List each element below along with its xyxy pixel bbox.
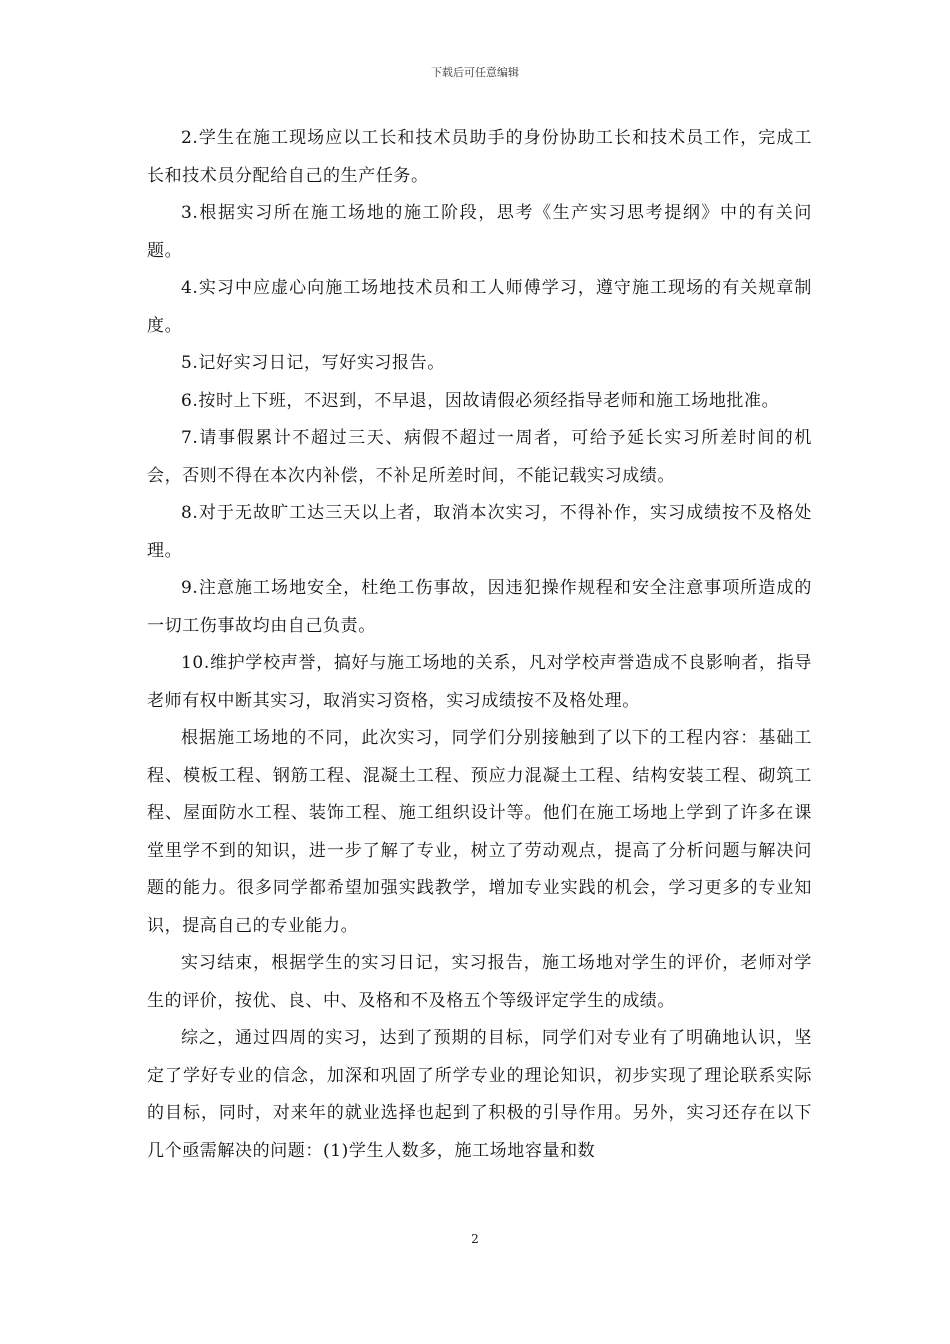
document-body <box>147 120 812 1170</box>
paragraph-item-9: 9.注意施工场地安全，杜绝工伤事故，因违犯操作规程和安全注意事项所造成的一切工伤事故均由自己负责。 <box>147 578 812 636</box>
paragraph-item-4: 4.实习中应虚心向施工场地技术员和工人师傅学习，遵守施工现场的有关规章制度。 <box>147 278 812 336</box>
paragraph-item-3: 3.根据实习所在施工场地的施工阶段，思考《生产实习思考提纲》中的有关问题。 <box>147 203 812 261</box>
page-number: 2 <box>471 1232 479 1246</box>
paragraph-grading: 实习结束，根据学生的实习日记，实习报告，施工场地对学生的评价，老师对学生的评价，按优、良、中、及格和不及格五个等级评定学生的成绩。 <box>147 953 812 1011</box>
paragraph-item-7: 7.请事假累计不超过三天、病假不超过一周者，可给予延长实习所差时间的机会，否则不得在本次内补偿，不补足所差时间，不能记载实习成绩。 <box>147 428 812 486</box>
paragraph-item-6: 6.按时上下班，不迟到，不早退，因故请假必须经指导老师和施工场地批准。 <box>181 390 780 411</box>
paragraph-item-5: 5.记好实习日记，写好实习报告。 <box>181 353 445 373</box>
page-header: 下载后可任意编辑 <box>431 66 519 79</box>
paragraph-summary: 综之，通过四周的实习，达到了预期的目标，同学们对专业有了明确地认识，坚定了学好专业的信念，加深和巩固了所学专业的理论知识，初步实现了理论联系实际的目标，同时，对来年的就业选择也起到了积极的引导作用。另外，实习还存在以下几个亟需解决的问题：(1)学生人数多，施工场地容量和数 <box>147 1028 812 1161</box>
paragraph-item-8: 8.对于无故旷工达三天以上者，取消本次实习，不得补作，实习成绩按不及格处理。 <box>147 503 812 561</box>
paragraph-item-2: 2.学生在施工现场应以工长和技术员助手的身份协助工长和技术员工作，完成工长和技术员分配给自己的生产任务。 <box>147 128 812 186</box>
paragraph-engineering-content: 根据施工场地的不同，此次实习，同学们分别接触到了以下的工程内容：基础工程、模板工程、钢筋工程、混凝土工程、预应力混凝土工程、结构安装工程、砌筑工程、屋面防水工程、装饰工程、施工组织设计等。他们在施工场地上学到了许多在课堂里学不到的知识，进一步了解了专业，树立了劳动观点，提高了分析问题与解决问题的能力。很多同学都希望加强实践教学，增加专业实践的机会，学习更多的专业知识，提高自己的专业能力。 <box>147 728 812 936</box>
paragraph-item-10: 10.维护学校声誉，搞好与施工场地的关系，凡对学校声誉造成不良影响者，指导老师有权中断其实习，取消实习资格，实习成绩按不及格处理。 <box>147 653 812 711</box>
